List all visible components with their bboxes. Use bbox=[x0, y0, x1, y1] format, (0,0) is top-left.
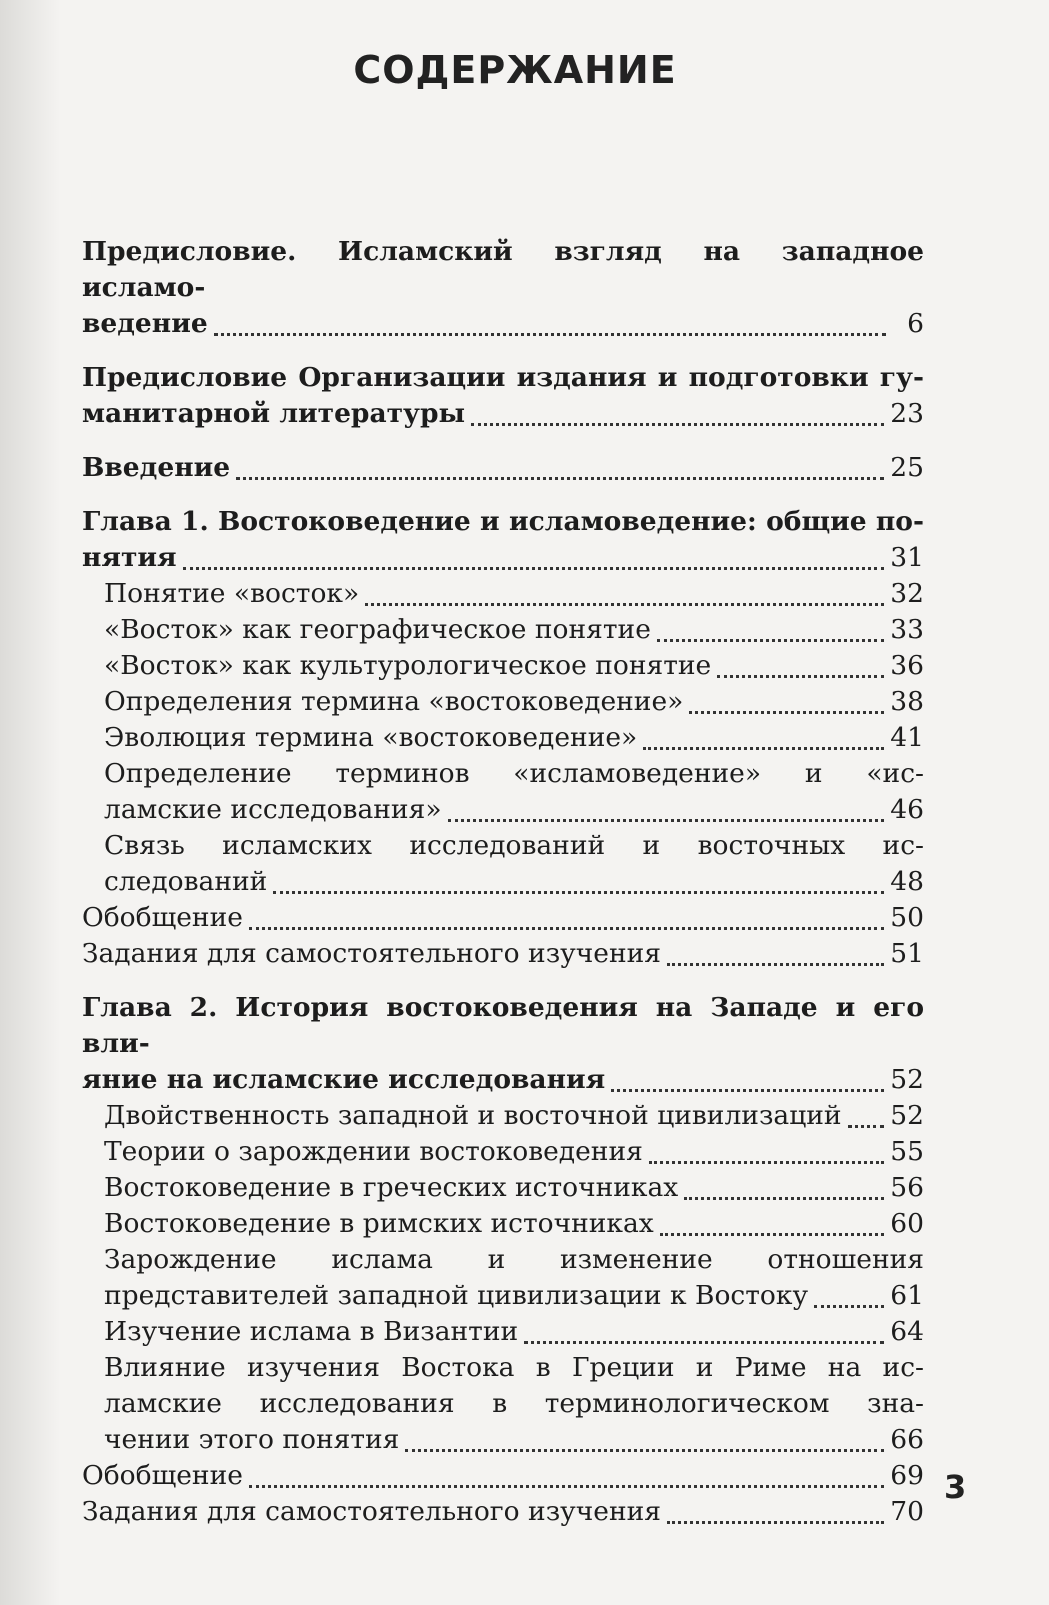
toc-leader-dots bbox=[405, 1449, 884, 1452]
toc-entry-chapter-2[interactable] bbox=[82, 990, 924, 1098]
toc-subentry[interactable] bbox=[82, 1314, 924, 1350]
toc-leader-dots bbox=[667, 1521, 884, 1524]
toc-subentry[interactable] bbox=[82, 828, 924, 900]
toc-subentry-title: Изучение ислама в Византии bbox=[104, 1316, 519, 1347]
toc-subentry[interactable] bbox=[82, 1134, 924, 1170]
toc-entry-preface-islamic[interactable] bbox=[82, 234, 924, 342]
toc-subentry[interactable] bbox=[82, 1350, 924, 1458]
toc-subentry-title: Понятие «восток» bbox=[104, 578, 360, 609]
toc-entry-title: Задания для самостоятельного изучения bbox=[82, 938, 662, 969]
toc-subentry-title: Определение терминов «исламоведение» и «ис- bbox=[104, 758, 924, 789]
toc-page-number: 60 bbox=[890, 1208, 924, 1239]
toc-page-number: 56 bbox=[890, 1172, 924, 1203]
toc-leader-dots bbox=[684, 1197, 884, 1200]
toc-subentry-title: Востоковедение в римских источниках bbox=[104, 1208, 654, 1239]
toc-page-number: 55 bbox=[890, 1136, 924, 1167]
toc-page-number: 38 bbox=[890, 686, 924, 717]
toc-entry-preface-organization[interactable] bbox=[82, 360, 924, 432]
toc-page-number: 25 bbox=[890, 452, 924, 483]
toc-leader-dots bbox=[183, 567, 885, 570]
toc-entry-introduction[interactable] bbox=[82, 450, 924, 486]
toc-subentry-title: Эволюция термина «востоковедение» bbox=[104, 722, 638, 753]
page-number: 3 bbox=[944, 1468, 967, 1506]
toc-leader-dots bbox=[689, 711, 884, 714]
toc-page-number: 46 bbox=[890, 794, 924, 825]
toc-subentry-title: Определения термина «востоковедение» bbox=[104, 686, 684, 717]
toc-entry-title: Введение bbox=[82, 452, 231, 483]
page-title: СОДЕРЖАНИЕ bbox=[353, 48, 677, 92]
toc-page-number: 6 bbox=[907, 308, 924, 339]
toc-leader-dots bbox=[814, 1305, 884, 1308]
toc-entry-title: Обобщение bbox=[82, 902, 243, 933]
toc-subentry-title-cont: представителей западной цивилизации к Востоку bbox=[104, 1280, 809, 1311]
toc-page-number: 48 bbox=[890, 866, 924, 897]
toc-leader-dots bbox=[471, 423, 884, 426]
toc-entry-title-cont: манитарной литературы bbox=[82, 398, 466, 429]
toc-page-number: 61 bbox=[890, 1280, 924, 1311]
toc-leader-dots bbox=[273, 891, 884, 894]
toc-page-number: 52 bbox=[890, 1064, 924, 1095]
toc-leader-dots bbox=[365, 603, 884, 606]
toc-leader-dots bbox=[448, 819, 885, 822]
toc-entry-title: Предисловие Организации издания и подготовки гу- bbox=[82, 362, 924, 393]
toc-entry-tasks[interactable] bbox=[82, 936, 924, 972]
toc-subentry[interactable] bbox=[82, 1170, 924, 1206]
toc-leader-dots bbox=[236, 477, 884, 480]
toc-entry-title: Обобщение bbox=[82, 1460, 243, 1491]
toc-page-number: 41 bbox=[890, 722, 924, 753]
toc-subentry-title: Связь исламских исследований и восточных ис- bbox=[104, 830, 924, 861]
toc-page-number: 36 bbox=[890, 650, 924, 681]
toc-leader-dots bbox=[667, 963, 884, 966]
toc-page-number: 50 bbox=[890, 902, 924, 933]
toc-entry-title: Глава 2. История востоковедения на Западе и его вли- bbox=[82, 992, 924, 1059]
toc-page-number: 69 bbox=[890, 1460, 924, 1491]
toc-page-number: 32 bbox=[890, 578, 924, 609]
table-of-contents bbox=[82, 234, 924, 1548]
toc-subentry-title-cont: чении этого понятия bbox=[104, 1424, 400, 1455]
toc-page-number: 70 bbox=[890, 1496, 924, 1527]
toc-leader-dots bbox=[214, 333, 886, 336]
toc-subentry[interactable] bbox=[82, 1098, 924, 1134]
toc-subentry[interactable] bbox=[82, 1242, 924, 1314]
toc-subentry-title: Теории о зарождении востоковедения bbox=[104, 1136, 643, 1167]
toc-leader-dots bbox=[657, 639, 884, 642]
toc-subentry-title: Зарождение ислама и изменение отношения bbox=[104, 1244, 924, 1275]
toc-leader-dots bbox=[249, 927, 884, 930]
toc-entry-title-cont: яние на исламские исследования bbox=[82, 1064, 606, 1095]
toc-subentry[interactable] bbox=[82, 756, 924, 828]
toc-page-number: 33 bbox=[890, 614, 924, 645]
toc-page-number: 64 bbox=[890, 1316, 924, 1347]
toc-leader-dots bbox=[643, 747, 884, 750]
toc-leader-dots bbox=[717, 675, 884, 678]
toc-page-number: 52 bbox=[890, 1100, 924, 1131]
toc-subentry[interactable] bbox=[82, 648, 924, 684]
toc-leader-dots bbox=[848, 1125, 885, 1128]
toc-subentry-title: Влияние изучения Востока в Греции и Риме на ис- bbox=[104, 1352, 924, 1383]
toc-page-number: 66 bbox=[890, 1424, 924, 1455]
toc-subentry[interactable] bbox=[82, 1206, 924, 1242]
toc-subentry[interactable] bbox=[82, 684, 924, 720]
toc-leader-dots bbox=[524, 1341, 884, 1344]
toc-page-number: 23 bbox=[890, 398, 924, 429]
toc-subentry-title: «Восток» как культурологическое понятие bbox=[104, 650, 712, 681]
toc-entry-title-cont: ведение bbox=[82, 308, 208, 339]
toc-subentry[interactable] bbox=[82, 576, 924, 612]
toc-subentry-title-cont: ламские исследования в терминологическом зна- bbox=[104, 1388, 924, 1419]
toc-subentry[interactable] bbox=[82, 720, 924, 756]
toc-entry-title: Предисловие. Исламский взгляд на западное исламо- bbox=[82, 236, 924, 303]
toc-subentry-title-cont: следований bbox=[104, 866, 268, 897]
toc-subentry[interactable] bbox=[82, 612, 924, 648]
toc-subentry-title: Двойственность западной и восточной цивилизаций bbox=[104, 1100, 842, 1131]
toc-entry-chapter-1[interactable] bbox=[82, 504, 924, 576]
toc-leader-dots bbox=[649, 1161, 884, 1164]
toc-page-number: 51 bbox=[890, 938, 924, 969]
toc-entry-title: Глава 1. Востоковедение и исламоведение: общие по- bbox=[82, 506, 924, 537]
toc-subentry-title: «Восток» как географическое понятие bbox=[104, 614, 651, 645]
toc-entry-summary[interactable] bbox=[82, 1458, 924, 1494]
toc-chapter-2 bbox=[82, 990, 924, 1530]
toc-leader-dots bbox=[611, 1089, 884, 1092]
toc-subentry-title: Востоковедение в греческих источниках bbox=[104, 1172, 679, 1203]
toc-entry-title-cont: нятия bbox=[82, 542, 177, 573]
toc-leader-dots bbox=[660, 1233, 885, 1236]
toc-entry-tasks[interactable] bbox=[82, 1494, 924, 1530]
toc-chapter-1 bbox=[82, 504, 924, 972]
toc-entry-summary[interactable] bbox=[82, 900, 924, 936]
toc-page-number: 31 bbox=[890, 542, 924, 573]
toc-subentry-title-cont: ламские исследования» bbox=[104, 794, 442, 825]
page-gutter-shade bbox=[0, 0, 60, 1605]
toc-leader-dots bbox=[249, 1485, 884, 1488]
toc-entry-title: Задания для самостоятельного изучения bbox=[82, 1496, 662, 1527]
